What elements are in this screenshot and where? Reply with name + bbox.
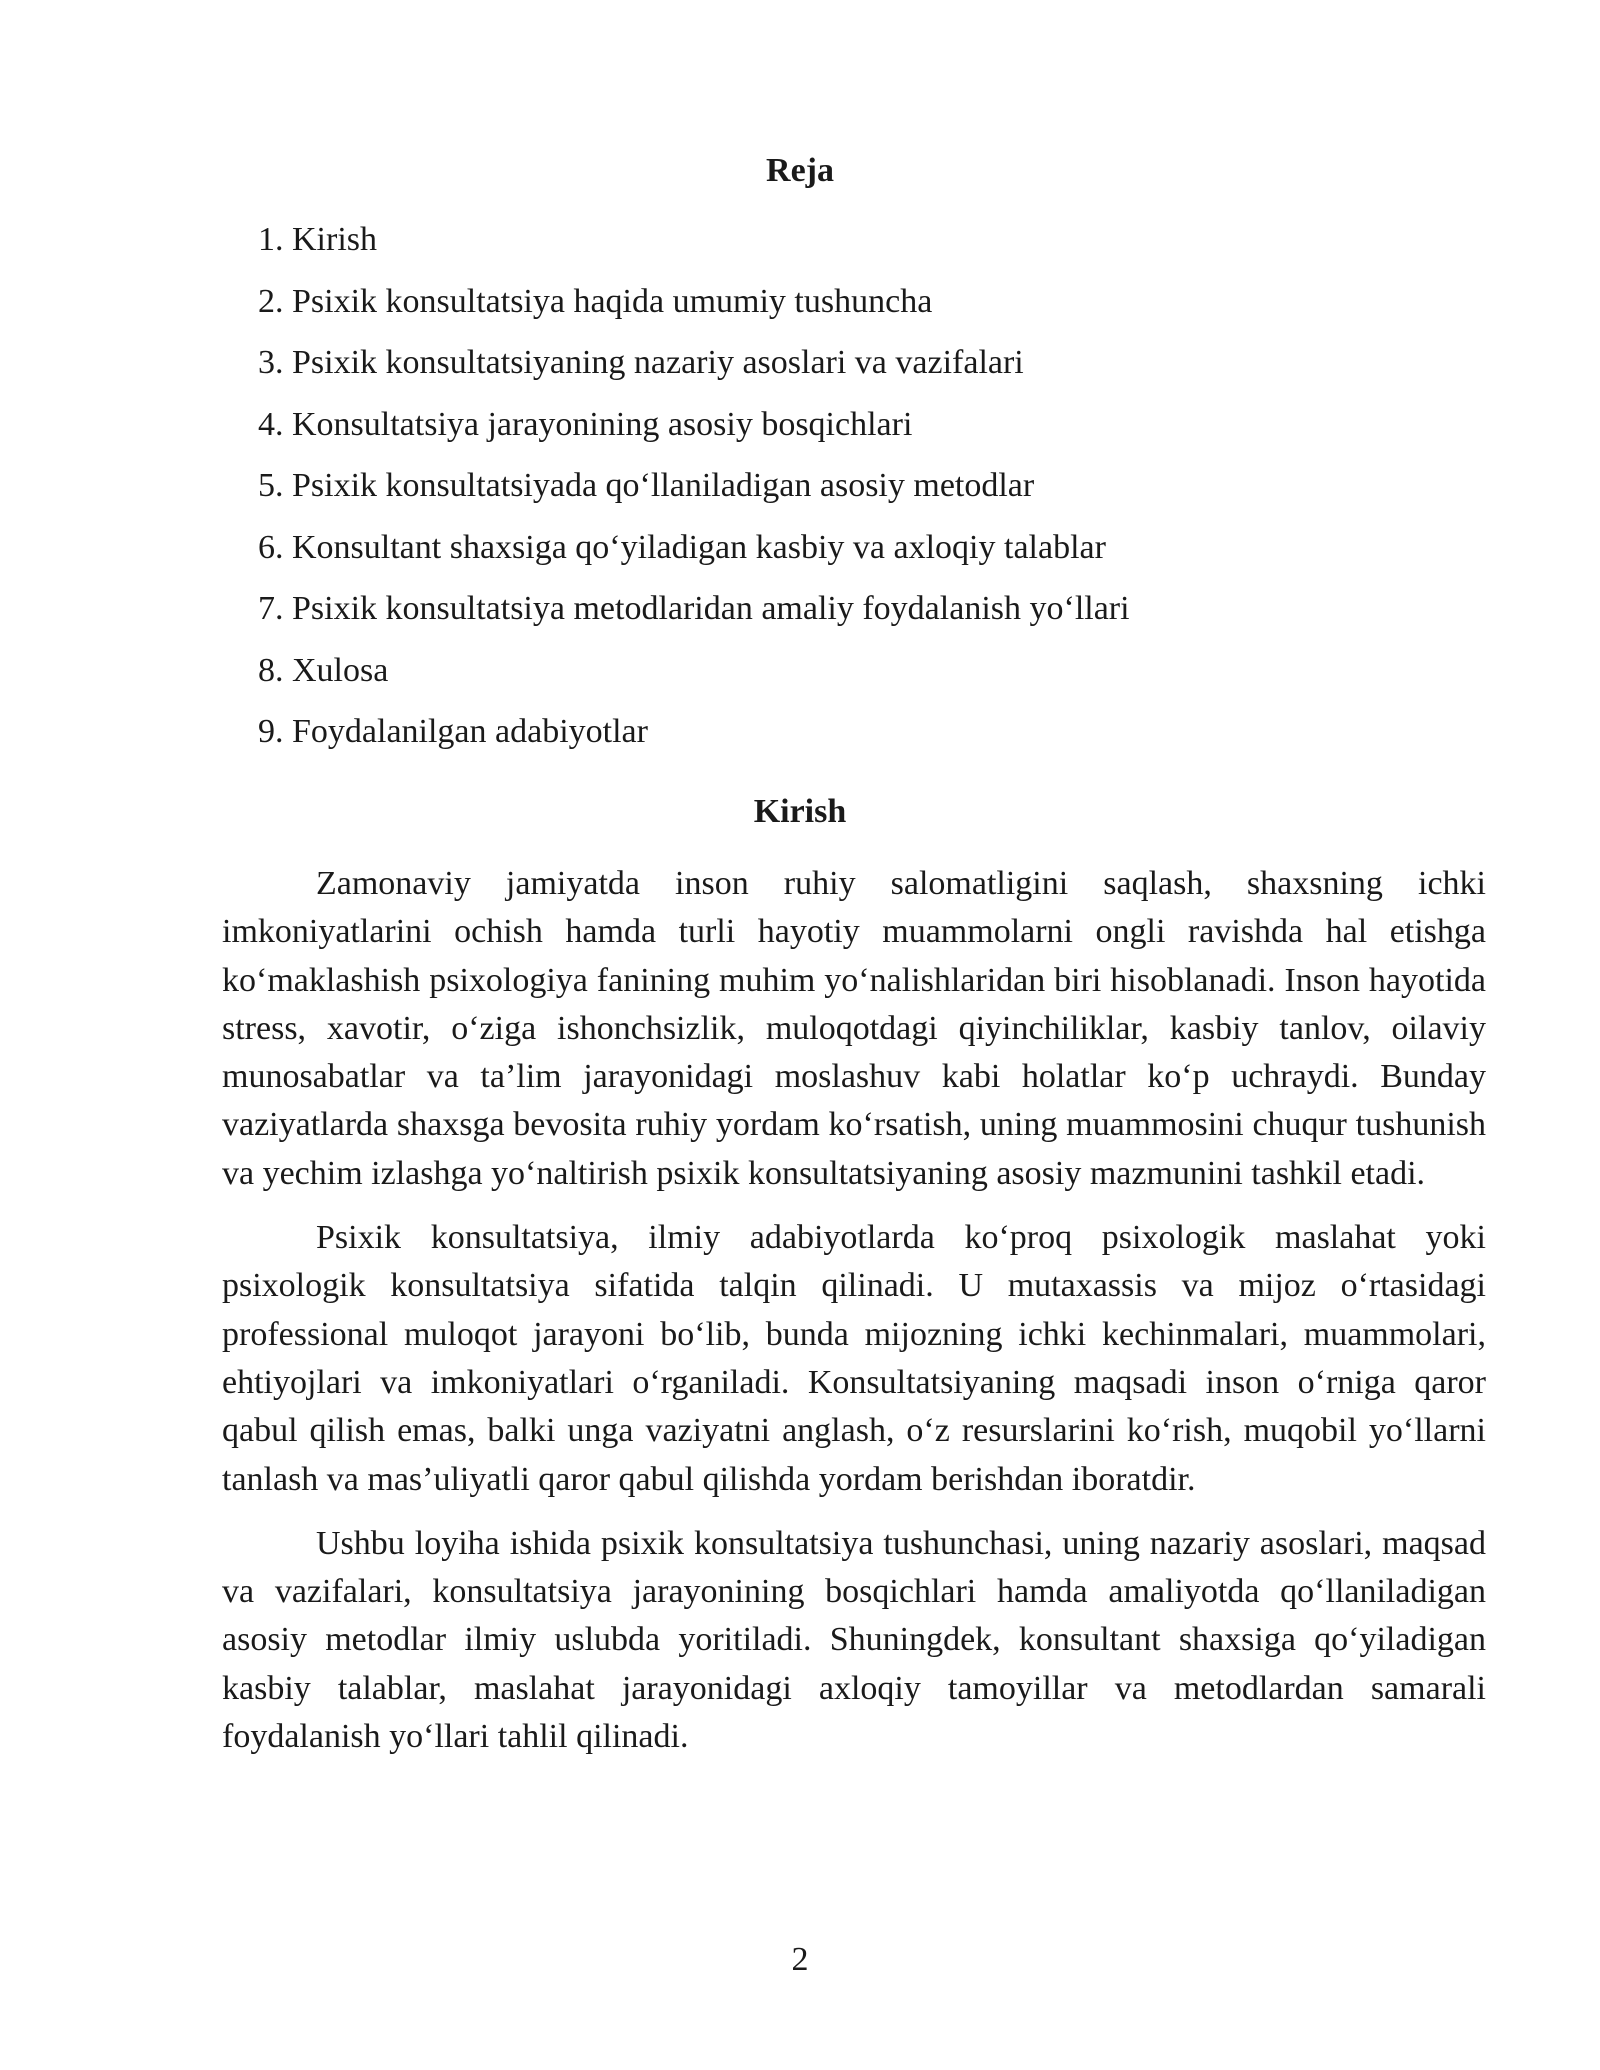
plan-item-text: Psixik konsultatsiyaning nazariy asoslari va vazifalari (292, 344, 1024, 381)
plan-item-number: 4. (258, 405, 284, 443)
plan-item-text: Psixik konsultatsiyada qo‘llaniladigan asosiy metodlar (292, 467, 1035, 504)
plan-item-text: Psixik konsultatsiya metodlaridan amaliy foydalanish yo‘llari (292, 590, 1130, 627)
intro-body (222, 860, 1486, 1777)
plan-item (258, 526, 1130, 588)
intro-paragraph: Ushbu loyiha ishida psixik konsultatsiya tushunchasi, uning nazariy asoslari, maqsad va vazifalari, konsultatsiya jarayonining bosqichlari hamda amaliyotda qo‘llaniladigan asosiy metodlar ilmiy uslubda yoritiladi. Shuningdek, konsultant shaxsiga qo‘yiladigan kasbiy talablar, maslahat jarayonidagi axloqiy tamoyillar va metodlardan samarali foydalanish yo‘llari tahlil qilinadi. (222, 1524, 1486, 1756)
plan-item-number: 8. (258, 651, 284, 689)
page-number: 2 (791, 1941, 809, 1978)
plan-item-number: 1. (258, 221, 284, 258)
plan-item (258, 649, 1130, 711)
plan-item (258, 464, 1130, 526)
plan-item-text: Xulosa (292, 651, 389, 689)
plan-item-number: 3. (258, 344, 284, 381)
intro-title: Kirish (753, 793, 847, 830)
plan-list (258, 218, 1130, 772)
plan-item-text: Konsultatsiya jarayonining asosiy bosqichlari (292, 405, 913, 443)
plan-item (258, 587, 1130, 649)
plan-item (258, 710, 1130, 772)
plan-item-number: 6. (258, 528, 284, 566)
intro-paragraph: Zamonaviy jamiyatda inson ruhiy salomatligini saqlash, shaxsning ichki imkoniyatlarini ochish hamda turli hayotiy muammolarni ongli ravishda hal etishga ko‘maklashish psixologiya fanining muhim yo‘nalishlaridan biri hisoblanadi. Inson hayotida stress, xavotir, o‘ziga ishonchsizlik, muloqotdagi qiyinchiliklar, kasbiy tanlov, oilaviy munosabatlar va ta’lim jarayonidagi moslashuv kabi holatlar ko‘p uchraydi. Bunday vaziyatlarda shaxsga bevosita ruhiy yordam ko‘rsatish, uning muammosini chuqur tushunish va yechim izlashga yo‘naltirish psixik konsultatsiyaning asosiy mazmunini tashkil etadi. (222, 865, 1486, 1192)
plan-item (258, 280, 1130, 342)
plan-item-number: 5. (258, 467, 284, 504)
plan-item-number: 9. (258, 713, 284, 750)
plan-item-number: 7. (258, 590, 284, 627)
plan-item-text: Konsultant shaxsiga qo‘yiladigan kasbiy va axloqiy talablar (292, 528, 1106, 566)
plan-item (258, 341, 1130, 403)
plan-item-text: Kirish (292, 221, 377, 258)
plan-item-text: Foydalanilgan adabiyotlar (292, 713, 648, 750)
plan-item-number: 2. (258, 282, 284, 320)
intro-paragraph: Psixik konsultatsiya, ilmiy adabiyotlarda ko‘proq psixologik maslahat yoki psixologik konsultatsiya sifatida talqin qilinadi. U mutaxassis va mijoz o‘rtasidagi professional muloqot jarayoni bo‘lib, bunda mijozning ichki kechinmalari, muammolari, ehtiyojlari va imkoniyatlari o‘rganiladi. Konsultatsiyaning maqsadi inson o‘rniga qaror qabul qilish emas, balki unga vaziyatni anglash, o‘z resurslarini ko‘rish, muqobil yo‘llarni tanlash va mas’uliyatli qaror qabul qilishda yordam berishdan iboratdir. (222, 1219, 1486, 1498)
plan-item (258, 218, 1130, 280)
plan-title: Reja (766, 152, 834, 189)
plan-item (258, 403, 1130, 465)
plan-item-text: Psixik konsultatsiya haqida umumiy tushuncha (292, 282, 933, 320)
